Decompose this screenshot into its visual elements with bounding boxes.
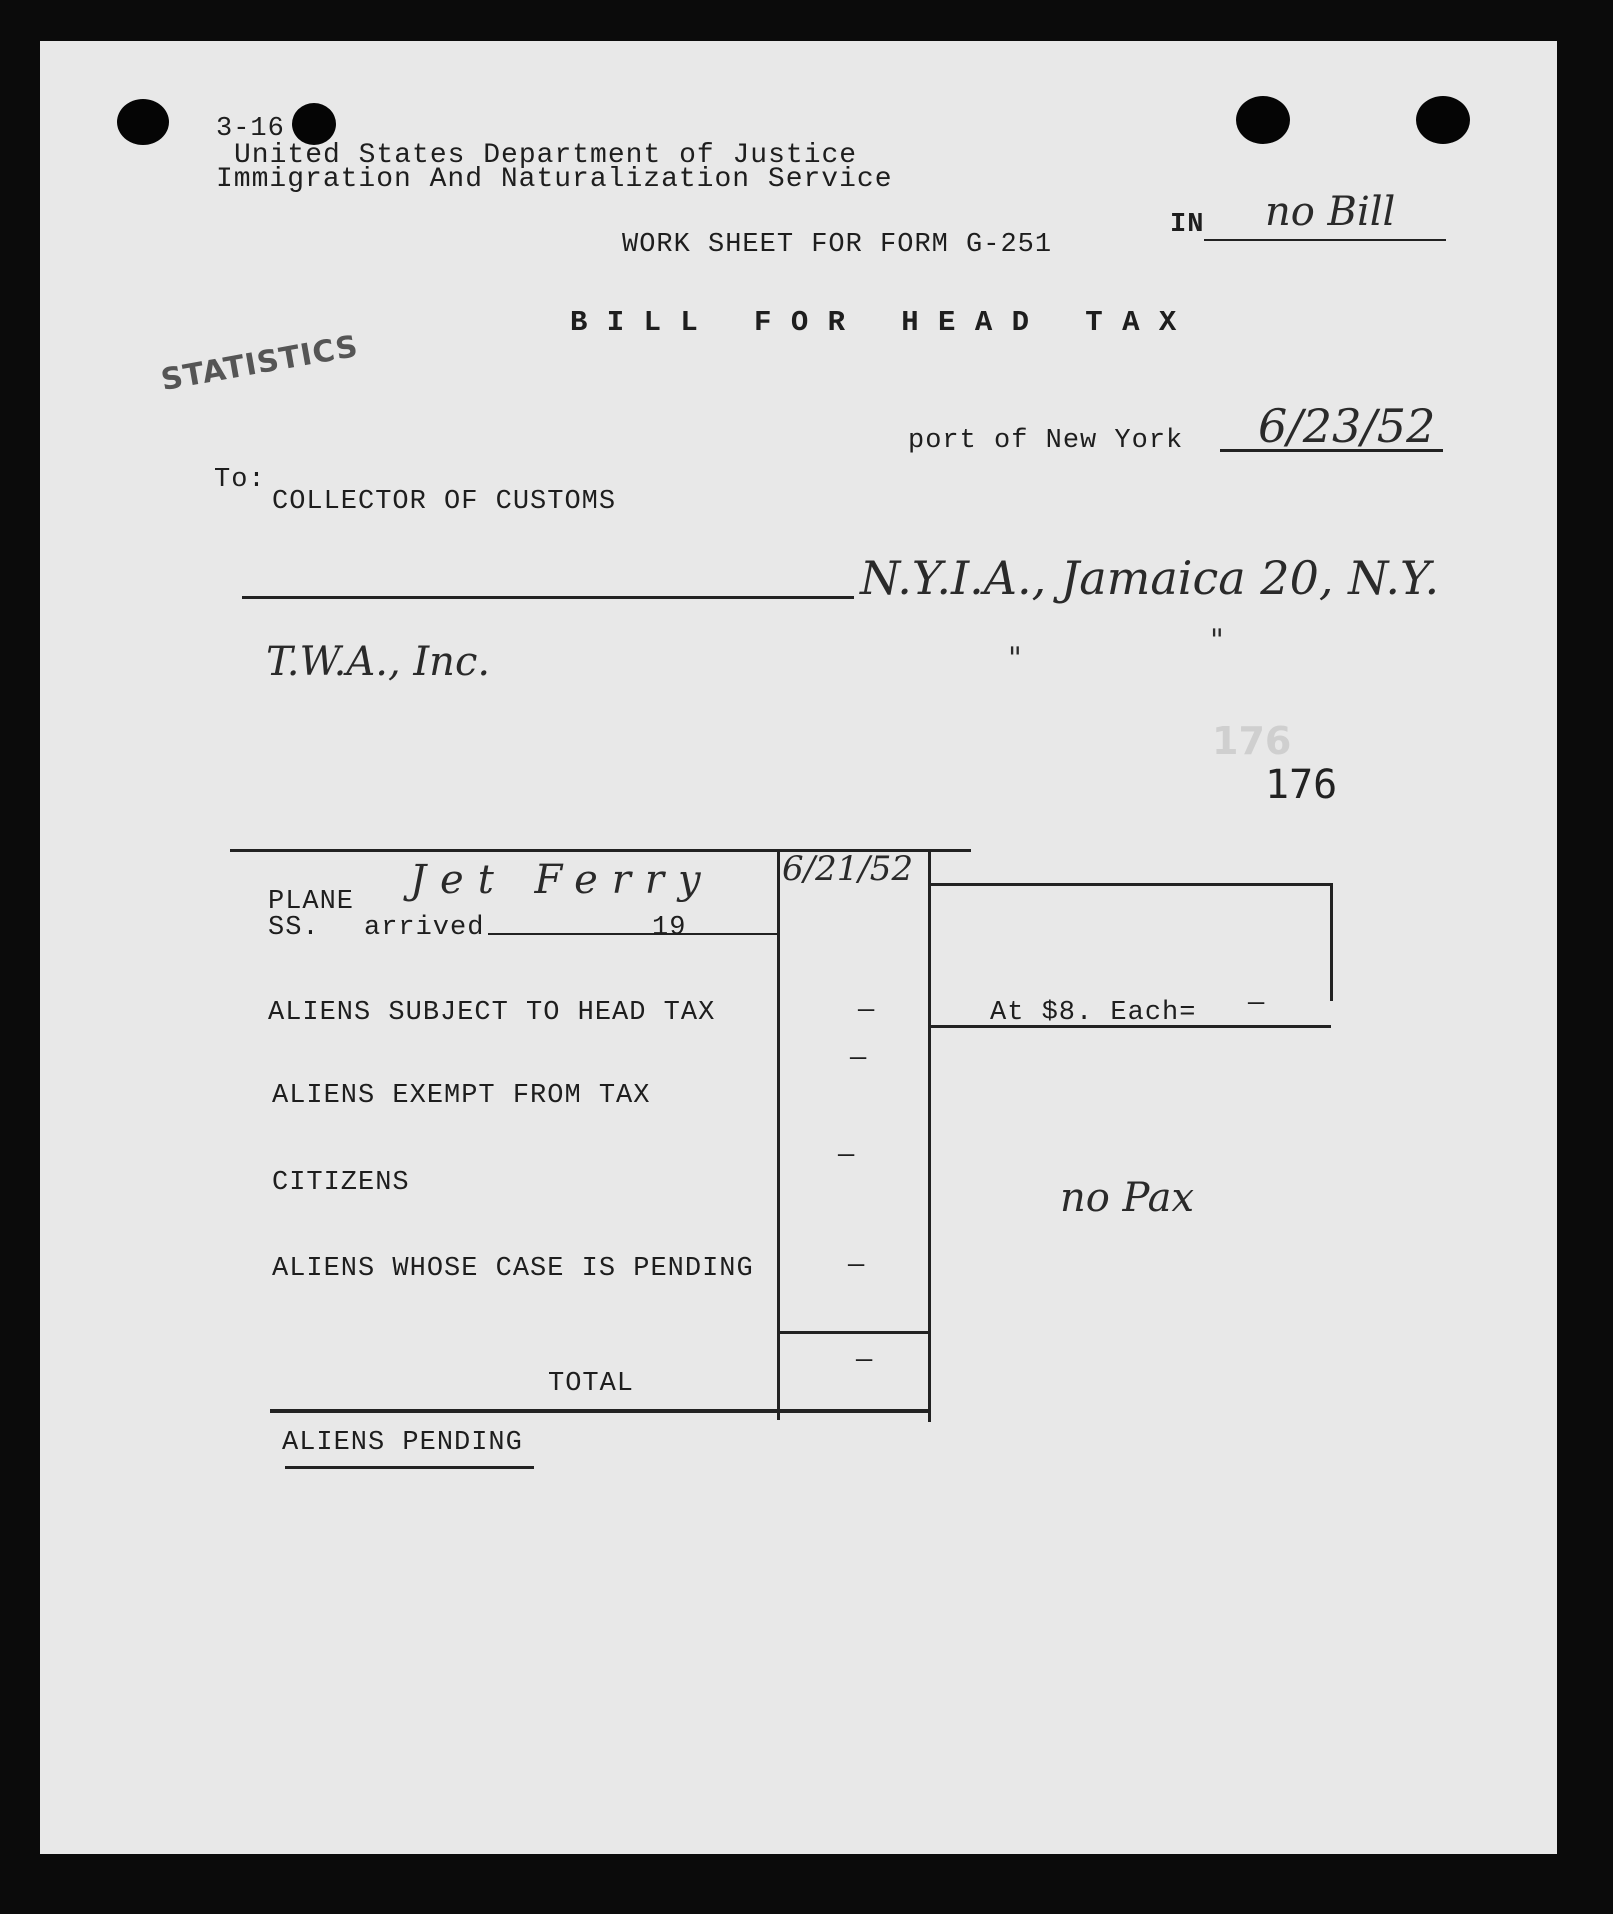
arrival-date: 6/21/52 <box>782 849 914 889</box>
rate-box-top <box>930 883 1332 886</box>
year-prefix: 19 <box>652 913 687 943</box>
row-value-subject-to-tax: — <box>858 996 876 1026</box>
faint-reference-number: 176 <box>1212 719 1292 763</box>
ss-label: SS. <box>268 913 320 943</box>
aliens-pending-underline <box>285 1466 534 1469</box>
rate-box-right <box>1330 883 1333 1001</box>
row-label-subject-to-tax: ALIENS SUBJECT TO HEAD TAX <box>268 998 716 1028</box>
rate-label: At $8. Each= <box>990 998 1197 1028</box>
total-value: — <box>856 1346 874 1376</box>
row-label-pending: ALIENS WHOSE CASE IS PENDING <box>272 1254 754 1284</box>
row-label-citizens: CITIZENS <box>272 1168 410 1198</box>
address-line <box>242 596 854 599</box>
row-value-exempt: — <box>850 1044 868 1074</box>
in-value: no Bill <box>1265 189 1396 235</box>
aliens-pending-label: ALIENS PENDING <box>282 1428 523 1458</box>
port-label: port of New York <box>908 426 1184 456</box>
plane-label: PLANE <box>268 887 355 917</box>
worksheet-title: WORK SHEET FOR FORM G-251 <box>622 230 1053 260</box>
rate-value: — <box>1248 989 1266 1019</box>
arrived-label: arrived <box>364 913 485 943</box>
form-number: 3-16 <box>216 114 285 144</box>
punch-hole-right-1 <box>1236 96 1290 144</box>
company-name: T.W.A., Inc. <box>266 639 491 685</box>
total-separator-line <box>780 1331 928 1334</box>
collector-label: COLLECTOR OF CUSTOMS <box>272 487 617 517</box>
reference-number: 176 <box>1265 762 1338 808</box>
punch-hole-left-2 <box>292 103 336 145</box>
row-value-pending: — <box>848 1251 866 1281</box>
ditto-mark-1: " <box>1008 641 1022 676</box>
table-divider-left <box>777 849 780 1420</box>
address-location: N.Y.I.A., Jamaica 20, N.Y. <box>860 551 1440 605</box>
main-title: B I L L F O R H E A D T A X <box>570 306 1178 339</box>
total-label: TOTAL <box>548 1369 635 1399</box>
table-divider-right <box>928 849 931 1422</box>
agency-line-2: Immigration And Naturalization Service <box>216 164 893 195</box>
document-page <box>40 41 1557 1854</box>
plane-value: Jet Ferry <box>410 857 715 903</box>
statistics-stamp: STATISTICS <box>158 328 362 399</box>
ditto-mark-2: " <box>1210 623 1224 658</box>
punch-hole-left <box>117 99 169 145</box>
no-pax-note: no Pax <box>1060 1175 1195 1221</box>
in-label: IN <box>1170 210 1205 240</box>
agency-line-1: United States Department of Justice <box>234 140 858 171</box>
table-bottom-line <box>270 1409 930 1413</box>
plane-row-line <box>488 933 777 935</box>
to-label: To: <box>214 465 266 495</box>
port-date: 6/23/52 <box>1258 399 1436 453</box>
punch-hole-right-2 <box>1416 96 1470 144</box>
in-underline <box>1204 239 1446 241</box>
row-label-exempt: ALIENS EXEMPT FROM TAX <box>272 1081 651 1111</box>
row-value-citizens: — <box>838 1141 856 1171</box>
